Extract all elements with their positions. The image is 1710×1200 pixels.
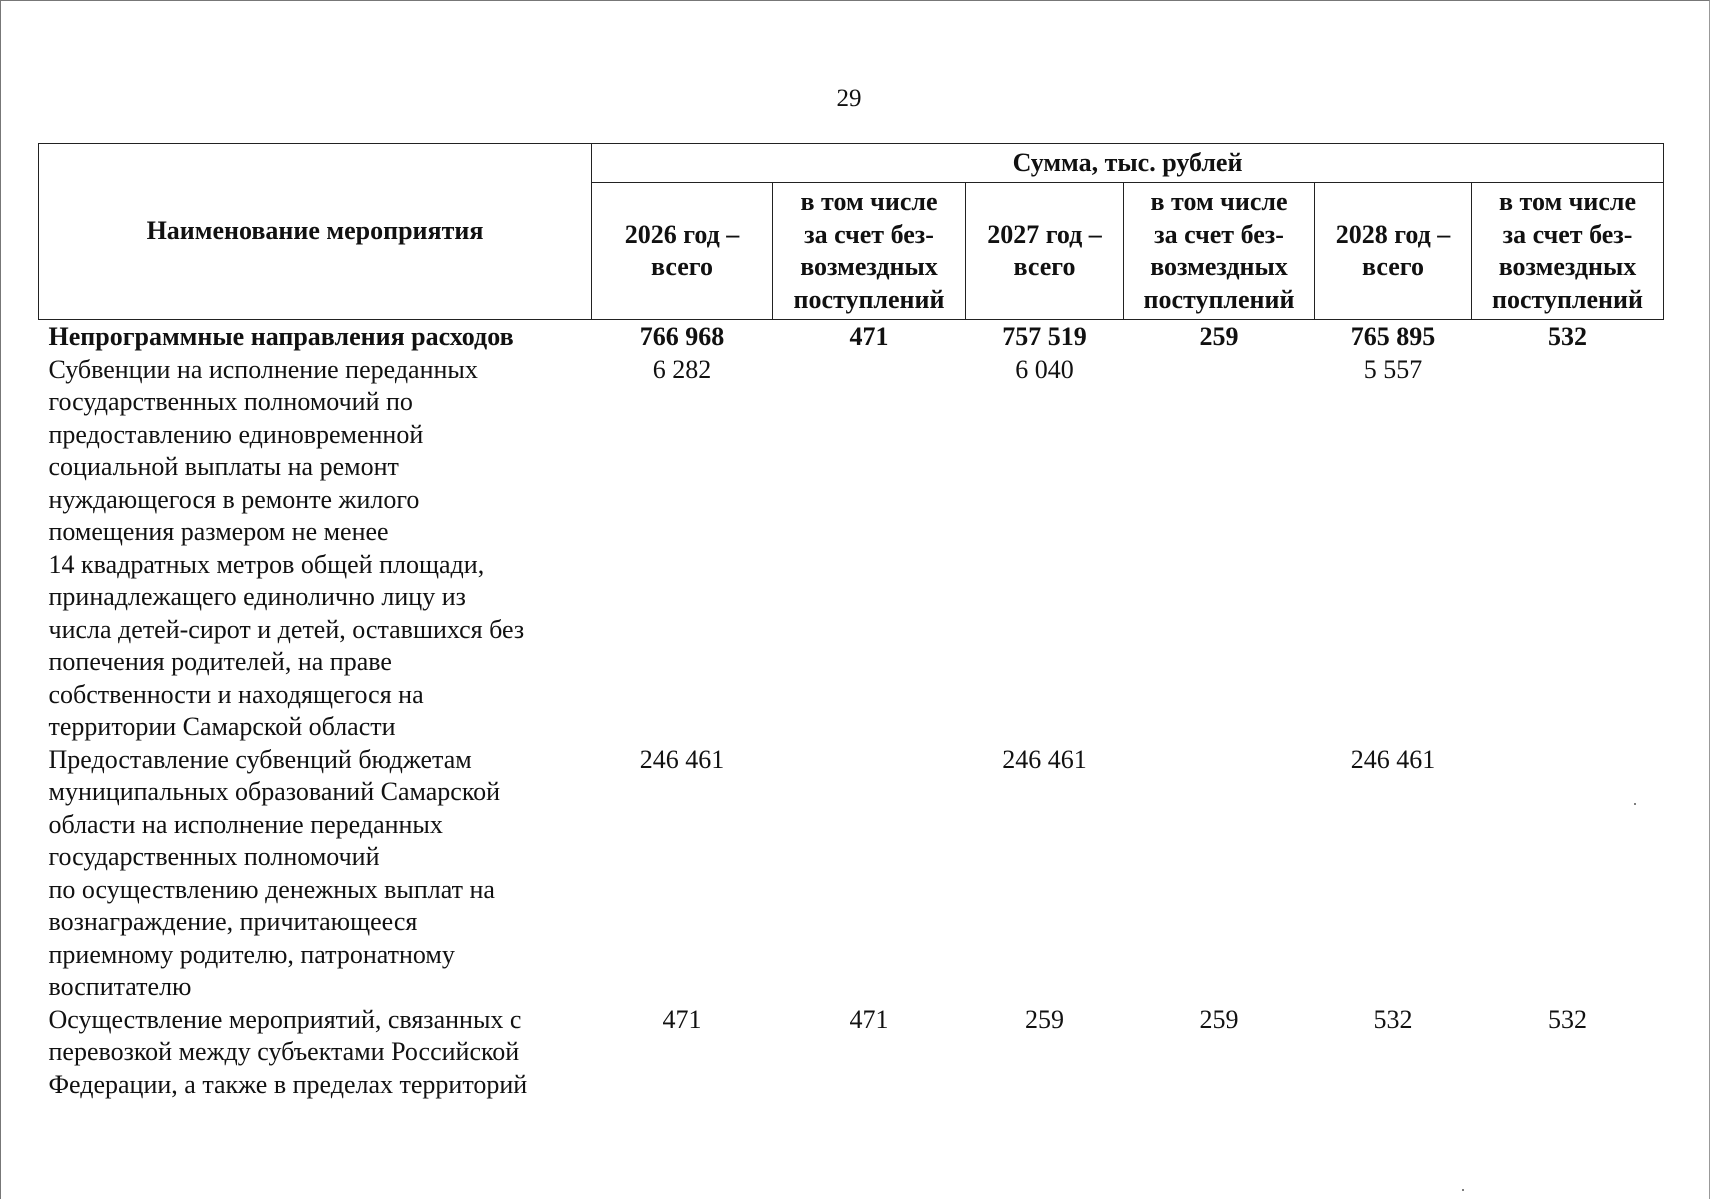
header-text-line: возмездных: [1150, 252, 1288, 281]
row-name-line: Федерации, а также в пределах территорий: [48, 1069, 528, 1099]
value-cell: 766 968: [639, 322, 725, 351]
value-cell: [1124, 354, 1315, 744]
row-name-line: предоставлению единовременной: [48, 419, 424, 449]
row-name-cell: [39, 354, 592, 744]
header-text-line: возмездных: [800, 252, 938, 281]
value-cell: 246 461: [1002, 744, 1087, 774]
table-row: [39, 744, 1664, 1004]
column-header-2026-total: [592, 183, 773, 320]
row-name-line: Предоставление субвенций бюджетам: [48, 744, 472, 774]
header-text-line: 2026 год –: [624, 219, 740, 249]
value-cell: 471: [662, 1004, 702, 1034]
row-name-line: области на исполнение переданных: [48, 809, 443, 839]
table-row: [39, 1004, 1664, 1102]
value-cell: 246 461: [639, 744, 725, 774]
header-text-line: всего: [1362, 252, 1424, 281]
table-row-total: [39, 320, 1664, 354]
row-name-cell: [39, 744, 592, 1004]
row-name-line: собственности и находящегося на: [48, 679, 424, 709]
value-cell: 471: [849, 322, 889, 351]
value-cell: 246 461: [1350, 744, 1436, 774]
scan-speck: [1634, 803, 1636, 805]
value-cell: 259: [1025, 1004, 1064, 1034]
row-name-line: нуждающегося в ремонте жилого: [48, 484, 420, 514]
value-cell: 6 282: [652, 354, 712, 384]
value-cell: 532: [1373, 1004, 1413, 1034]
row-name-line: приемному родителю, патронатному: [48, 939, 455, 969]
header-text-line: поступлений: [1143, 284, 1295, 314]
row-name-line: Непрограммные направления расходов: [48, 322, 514, 351]
header-text-line: поступлений: [1492, 284, 1643, 314]
row-name-line: Субвенции на исполнение переданных: [48, 354, 478, 384]
row-name-cell: [39, 320, 592, 354]
column-group-sum: Сумма, тыс. рублей: [592, 144, 1664, 183]
row-name-line: территории Самарской области: [48, 712, 396, 741]
row-name-line: воспитателю: [48, 972, 192, 1001]
page-number: 29: [836, 85, 862, 112]
column-header-2026-grants: [773, 183, 966, 320]
row-name-line: социальной выплаты на ремонт: [48, 452, 399, 481]
value-cell: [773, 744, 966, 1004]
value-cell: 471: [849, 1004, 889, 1034]
value-cell: 532: [1548, 322, 1587, 351]
row-name-line: помещения размером не менее: [48, 517, 389, 546]
value-cell: 259: [1199, 322, 1239, 351]
row-name-line: Осуществление мероприятий, связанных с: [48, 1004, 522, 1034]
row-name-line: попечения родителей, на праве: [48, 647, 392, 676]
header-text-line: за счет без-: [804, 219, 934, 249]
row-name-line: 14 квадратных метров общей площади,: [48, 549, 485, 579]
value-cell: 6 040: [1015, 354, 1074, 384]
value-cell: [1472, 744, 1664, 1004]
value-cell: 757 519: [1002, 322, 1087, 351]
value-cell: 765 895: [1350, 322, 1436, 351]
row-name-line: государственных полномочий: [48, 842, 380, 871]
header-text-line: в том числе: [1499, 187, 1636, 216]
table-header: [39, 144, 1664, 320]
header-text-line: за счет без-: [1154, 219, 1284, 249]
value-cell: 532: [1548, 1004, 1587, 1034]
table-row: [39, 354, 1664, 744]
row-name-line: государственных полномочий по: [48, 387, 413, 416]
row-name-line: муниципальных образований Самарской: [48, 777, 501, 806]
column-header-2027-total: [966, 183, 1124, 320]
column-header-2028-grants: [1472, 183, 1664, 320]
row-name-line: числа детей-сирот и детей, оставшихся без: [48, 614, 525, 644]
header-text-line: 2027 год –: [987, 219, 1102, 249]
header-text-line: всего: [651, 252, 713, 281]
header-text-line: 2028 год –: [1335, 219, 1451, 249]
row-name-line: перевозкой между субъектами Российской: [48, 1037, 520, 1066]
budget-table: [38, 143, 1664, 1101]
value-cell: 5 557: [1363, 354, 1423, 384]
row-name-cell: [39, 1004, 592, 1102]
row-name-line: по осуществлению денежных выплат на: [48, 874, 495, 904]
value-cell: [773, 354, 966, 744]
column-header-2027-grants: [1124, 183, 1315, 320]
value-cell: [1124, 744, 1315, 1004]
table-body: [39, 320, 1664, 1102]
column-header-name: Наименование мероприятия: [39, 144, 592, 320]
value-cell: 259: [1199, 1004, 1239, 1034]
value-cell: [1472, 354, 1664, 744]
header-text-line: возмездных: [1498, 252, 1637, 281]
scan-speck: [1462, 1189, 1464, 1191]
header-text-line: в том числе: [1150, 187, 1288, 216]
header-text-line: всего: [1013, 252, 1076, 281]
header-text-line: за счет без-: [1502, 219, 1633, 249]
row-name-line: вознаграждение, причитающееся: [48, 907, 418, 936]
column-header-2028-total: [1315, 183, 1472, 320]
header-text-line: поступлений: [793, 284, 945, 314]
row-name-line: принадлежащего единолично лицу из: [48, 582, 466, 611]
header-text-line: в том числе: [800, 187, 938, 216]
